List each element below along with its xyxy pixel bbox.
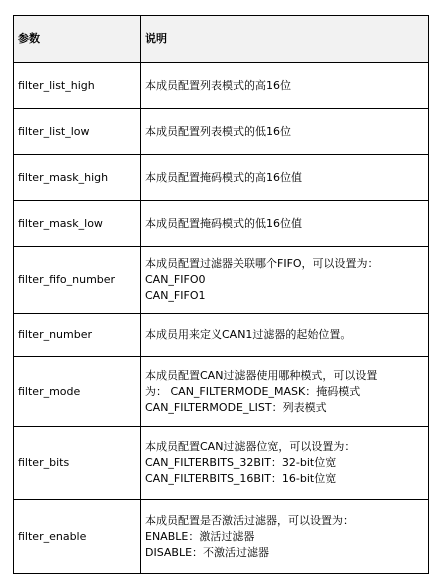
desc-line: CAN_FIFO1 (145, 289, 206, 302)
desc-line: 本成员配置CAN过滤器使用哪种模式，可以设置 (145, 368, 378, 382)
desc-line: ENABLE：激活过滤器 (145, 529, 255, 543)
table-row (14, 247, 429, 314)
desc-line: CAN_FILTERBITS_32BIT：32-bit位宽 (145, 456, 337, 469)
desc-cell (141, 155, 429, 201)
desc-line: DISABLE：不激活过滤器 (145, 545, 270, 559)
desc-line: 本成员配置列表模式的高16位 (145, 78, 291, 92)
desc-cell (141, 201, 429, 247)
table-row (14, 109, 429, 155)
table-header-row (14, 16, 429, 63)
table-row (14, 155, 429, 201)
param-cell: filter_number (14, 314, 141, 357)
param-cell: filter_list_low (14, 109, 141, 155)
param-cell: filter_list_high (14, 63, 141, 109)
param-cell: filter_fifo_number (14, 247, 141, 314)
desc-cell (141, 63, 429, 109)
param-cell: filter_mask_high (14, 155, 141, 201)
desc-line: CAN_FIFO0 (145, 273, 206, 286)
desc-line: 本成员配置掩码模式的低16位值 (145, 216, 302, 230)
desc-line: 本成员配置掩码模式的高16位值 (145, 170, 302, 184)
desc-cell (141, 427, 429, 500)
desc-line: 本成员配置列表模式的低16位 (145, 124, 291, 138)
header-param: 参数 (14, 16, 141, 63)
desc-line: 本成员配置是否激活过滤器，可以设置为： (145, 513, 354, 527)
table-row (14, 500, 429, 574)
param-cell: filter_enable (14, 500, 141, 574)
desc-line: 为： CAN_FILTERMODE_MASK：掩码模式 (145, 384, 361, 398)
parameter-table (13, 15, 429, 574)
desc-line: 本成员配置CAN过滤器位宽，可以设置为： (145, 440, 356, 453)
header-desc: 说明 (141, 16, 429, 63)
desc-cell (141, 314, 429, 357)
table-row (14, 357, 429, 427)
table-row (14, 63, 429, 109)
param-cell: filter_bits (14, 427, 141, 500)
desc-cell (141, 109, 429, 155)
desc-line: 本成员用来定义CAN1过滤器的起始位置。 (145, 328, 352, 341)
param-cell: filter_mode (14, 357, 141, 427)
desc-line: 本成员配置过滤器关联哪个FIFO，可以设置为： (145, 257, 379, 270)
desc-cell (141, 357, 429, 427)
table-row (14, 427, 429, 500)
desc-cell (141, 500, 429, 574)
param-cell: filter_mask_low (14, 201, 141, 247)
desc-line: CAN_FILTERMODE_LIST：列表模式 (145, 400, 327, 414)
table-row (14, 314, 429, 357)
desc-line: CAN_FILTERBITS_16BIT：16-bit位宽 (145, 472, 337, 485)
table-row (14, 201, 429, 247)
desc-cell (141, 247, 429, 314)
